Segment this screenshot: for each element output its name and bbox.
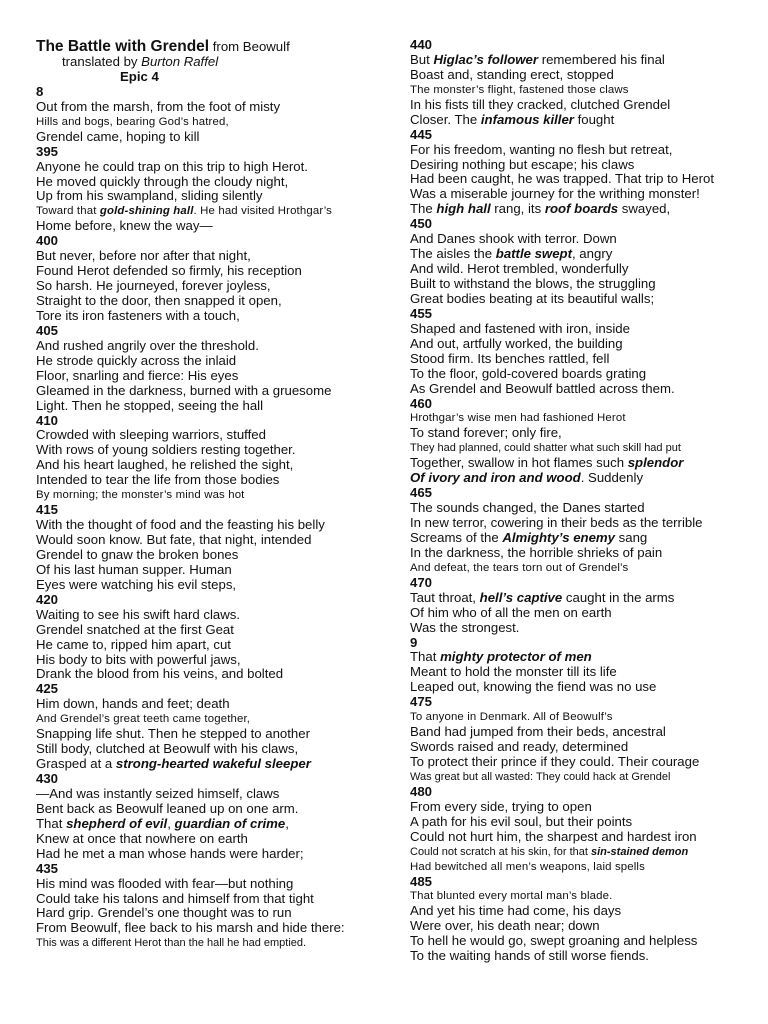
poem-line: Floor, snarling and fierce: His eyes bbox=[36, 367, 239, 383]
line-number: 455 bbox=[410, 305, 433, 321]
epic-label: Epic 4 bbox=[120, 68, 159, 84]
poem-line: Bent back as Beowulf leaned up on one arm. bbox=[36, 800, 299, 816]
line-text: . Suddenly bbox=[580, 470, 644, 486]
poem-line: Snapping life shut. Then he stepped to another bbox=[36, 726, 310, 742]
line-text: But bbox=[410, 51, 434, 67]
poem-line: Could take his talons and himself from that tight bbox=[36, 890, 314, 906]
poem-line bbox=[410, 591, 760, 606]
poem-line: Had bewitched all men’s weapons, laid spells bbox=[410, 860, 645, 873]
poem-line: Gleamed in the darkness, burned with a gruesome bbox=[36, 382, 332, 398]
poem-line bbox=[36, 757, 398, 772]
poem-line: From Beowulf, flee back to his marsh and hide there: bbox=[36, 920, 345, 936]
emphasized-phrase: Higlac’s follower bbox=[433, 51, 539, 67]
poem-line: Was the strongest. bbox=[410, 619, 520, 635]
poem-line: Up from his swampland, sliding silently bbox=[36, 188, 263, 204]
poem-line bbox=[410, 650, 760, 665]
poem-line: Shaped and fastened with iron, inside bbox=[410, 320, 630, 336]
emphasized-phrase: guardian of crime bbox=[174, 815, 286, 831]
poem-line: So harsh. He journeyed, forever joyless, bbox=[36, 278, 271, 294]
left-poem-lines bbox=[36, 85, 398, 951]
poem-line: Crowded with sleeping warriors, stuffed bbox=[36, 427, 266, 443]
line-text: , bbox=[167, 815, 175, 831]
line-text: Grasped at a bbox=[36, 756, 116, 772]
line-text: Toward that bbox=[36, 205, 100, 218]
poem-line: With the thought of food and the feasting his belly bbox=[36, 517, 325, 533]
line-number: 395 bbox=[36, 143, 59, 159]
emphasized-phrase: roof boards bbox=[544, 201, 619, 217]
poem-line bbox=[410, 247, 760, 262]
line-number: 405 bbox=[36, 322, 59, 338]
line-text: Screams of the bbox=[410, 529, 503, 545]
poem-line: That blunted every mortal man’s blade. bbox=[410, 890, 613, 903]
title-line bbox=[36, 38, 398, 55]
line-text: . He had visited Hrothgar’s bbox=[193, 205, 333, 218]
poem-line: He strode quickly across the inlaid bbox=[36, 352, 237, 368]
line-text: remembered his final bbox=[538, 51, 665, 67]
line-text: rang, its bbox=[490, 201, 545, 217]
poem-line bbox=[410, 471, 760, 486]
poem-line: Grendel snatched at the first Geat bbox=[36, 621, 234, 637]
line-number: 460 bbox=[410, 395, 433, 411]
poem-line: To the floor, gold-covered boards grating bbox=[410, 365, 647, 381]
line-text: That bbox=[410, 649, 441, 665]
poem-line: But never, before nor after that night, bbox=[36, 248, 251, 264]
emphasized-phrase: Of ivory and iron and wood bbox=[410, 470, 581, 486]
poem-line: Leaped out, knowing the fiend was no use bbox=[410, 679, 657, 695]
poem-line: To hell he would go, swept groaning and helpless bbox=[410, 933, 698, 949]
poem-line: And Danes shook with terror. Down bbox=[410, 231, 617, 247]
line-text: Together, swallow in hot flames such bbox=[410, 455, 628, 471]
poem-line: The sounds changed, the Danes started bbox=[410, 500, 645, 516]
poem-line: With rows of young soldiers resting together. bbox=[36, 442, 296, 458]
poem-line: In new terror, cowering in their beds as the terrible bbox=[410, 515, 703, 530]
line-number: 480 bbox=[410, 783, 433, 799]
poem-line: His body to bits with powerful jaws, bbox=[36, 651, 241, 667]
poem-line: In the darkness, the horrible shrieks of pain bbox=[410, 544, 663, 560]
poem-line: —And was instantly seized himself, claws bbox=[36, 785, 280, 801]
emphasized-phrase: hell’s captive bbox=[479, 589, 563, 605]
poem-line: Found Herot defended so firmly, his reception bbox=[36, 263, 302, 279]
right-poem-lines bbox=[410, 38, 760, 964]
line-text: sang bbox=[614, 529, 648, 545]
poem-line: Light. Then he stopped, seeing the hall bbox=[36, 397, 264, 413]
emphasized-phrase: sin-stained demon bbox=[590, 845, 689, 858]
line-number: 445 bbox=[410, 126, 433, 142]
title-suffix: from Beowulf bbox=[209, 39, 290, 54]
poem-line: Still body, clutched at Beowulf with his claws, bbox=[36, 741, 299, 757]
emphasized-phrase: Almighty’s enemy bbox=[502, 529, 615, 545]
line-text: The bbox=[410, 201, 437, 217]
poem-line: Could not hurt him, the sharpest and hardest iron bbox=[410, 828, 697, 844]
line-number: 485 bbox=[410, 873, 433, 889]
emphasized-phrase: infamous killer bbox=[480, 111, 574, 127]
poem-line: Of his last human supper. Human bbox=[36, 561, 232, 577]
line-text: swayed, bbox=[618, 201, 671, 217]
line-text: That bbox=[36, 815, 67, 831]
poem-line bbox=[410, 845, 760, 860]
translated-by-label: translated by bbox=[62, 54, 142, 69]
poem-line: Was a miserable journey for the writhing monster! bbox=[410, 186, 700, 202]
poem-line: Hills and bogs, bearing God’s hatred, bbox=[36, 115, 229, 128]
emphasized-phrase: mighty protector of men bbox=[440, 649, 592, 665]
poem-line: Would soon know. But fate, that night, intended bbox=[36, 532, 312, 547]
poem-line: And yet his time had come, his days bbox=[410, 903, 622, 919]
poem-line: Hrothgar’s wise men had fashioned Herot bbox=[410, 412, 626, 425]
line-text: , angry bbox=[571, 246, 613, 262]
poem-line: Built to withstand the blows, the struggling bbox=[410, 276, 656, 291]
poem-line bbox=[410, 531, 760, 546]
poem-line bbox=[36, 204, 398, 219]
poem-line: The monster’s flight, fastened those claws bbox=[410, 83, 629, 96]
poem-line: Of him who of all the men on earth bbox=[410, 604, 612, 620]
poem-line: Great bodies beating at its beautiful walls; bbox=[410, 290, 655, 306]
right-column bbox=[410, 38, 760, 964]
poem-line: And rushed angrily over the threshold. bbox=[36, 337, 259, 353]
line-text: Could not scratch at his skin, for that bbox=[410, 845, 591, 858]
line-number: 410 bbox=[36, 412, 59, 428]
poem-line: This was a different Herot than the hall he had emptied. bbox=[36, 937, 307, 950]
line-number: 435 bbox=[36, 860, 59, 876]
poem-line: And out, artfully worked, the building bbox=[410, 335, 623, 351]
poem-line: Anyone he could trap on this trip to high Herot. bbox=[36, 158, 308, 174]
line-number: 415 bbox=[36, 502, 59, 518]
poem-line: Drank the blood from his veins, and bolted bbox=[36, 666, 284, 682]
line-number: 420 bbox=[36, 591, 59, 607]
poem-line: Straight to the door, then snapped it open, bbox=[36, 293, 282, 308]
line-number: 475 bbox=[410, 694, 433, 710]
poem-line: Were over, his death near; down bbox=[410, 918, 600, 934]
poem-line: To protect their prince if they could. Their courage bbox=[410, 754, 700, 769]
poem-line: He came to, ripped him apart, cut bbox=[36, 636, 231, 652]
poem-line: Desiring nothing but escape; his claws bbox=[410, 156, 635, 172]
line-text: , bbox=[285, 815, 289, 831]
emphasized-phrase: gold-shining hall bbox=[99, 205, 194, 218]
poem-line: His mind was flooded with fear—but nothing bbox=[36, 875, 294, 891]
line-text: fought bbox=[573, 111, 615, 127]
poem-line bbox=[410, 53, 760, 68]
poem-line: For his freedom, wanting no flesh but retreat, bbox=[410, 141, 673, 157]
poem-line: Waiting to see his swift hard claws. bbox=[36, 606, 240, 622]
line-number: 9 bbox=[410, 634, 418, 650]
poem-line: Home before, knew the way— bbox=[36, 218, 213, 234]
line-number: 470 bbox=[410, 574, 433, 590]
line-text: The aisles the bbox=[410, 246, 496, 262]
line-number: 465 bbox=[410, 485, 433, 501]
poem-line: Had he met a man whose hands were harder; bbox=[36, 845, 304, 861]
poem-line: Tore its iron fasteners with a touch, bbox=[36, 307, 240, 323]
poem-line: Hard grip. Grendel’s one thought was to run bbox=[36, 905, 292, 921]
poem-line: Boast and, standing erect, stopped bbox=[410, 66, 614, 82]
poem-line: As Grendel and Beowulf battled across them. bbox=[410, 380, 675, 396]
poem-line: Had been caught, he was trapped. That trip to Herot bbox=[410, 171, 714, 187]
poem-line bbox=[410, 456, 760, 471]
poem-line: By morning; the monster’s mind was hot bbox=[36, 489, 245, 502]
poem-line: And his heart laughed, he relished the sight, bbox=[36, 457, 294, 473]
poem-line: Meant to hold the monster till its life bbox=[410, 664, 617, 680]
page-title: The Battle with Grendel bbox=[36, 38, 210, 55]
poem-line: And Grendel’s great teeth came together, bbox=[36, 713, 251, 726]
poem-line: To stand forever; only fire, bbox=[410, 425, 562, 441]
poem-line: Grendel to gnaw the broken bones bbox=[36, 546, 239, 562]
poem-line: Grendel came, hoping to kill bbox=[36, 128, 200, 144]
poem-line: To anyone in Denmark. All of Beowulf’s bbox=[410, 711, 613, 724]
poem-line: Out from the marsh, from the foot of misty bbox=[36, 98, 281, 114]
poem-line: Band had jumped from their beds, ancestral bbox=[410, 724, 666, 740]
line-number: 425 bbox=[36, 681, 59, 697]
line-text: Taut throat, bbox=[410, 589, 480, 605]
poem-line: They had planned, could shatter what such skill had put bbox=[410, 442, 681, 455]
poem-line: And defeat, the tears torn out of Grendel’s bbox=[410, 561, 629, 574]
poem-line bbox=[410, 202, 760, 217]
poem-line: A path for his evil soul, but their points bbox=[410, 813, 633, 829]
left-column bbox=[36, 38, 398, 951]
emphasized-phrase: splendor bbox=[627, 455, 684, 471]
poem-line: Stood firm. Its benches rattled, fell bbox=[410, 350, 610, 366]
poem-line: Knew at once that nowhere on earth bbox=[36, 830, 248, 846]
poem-line: Eyes were watching his evil steps, bbox=[36, 576, 237, 592]
line-number: 8 bbox=[36, 83, 44, 99]
line-number: 400 bbox=[36, 233, 59, 249]
emphasized-phrase: strong-hearted wakeful sleeper bbox=[115, 756, 311, 772]
poem-line: In his fists till they cracked, clutched Grendel bbox=[410, 96, 671, 112]
poem-line: Him down, hands and feet; death bbox=[36, 696, 230, 712]
line-number: 440 bbox=[410, 37, 433, 52]
poem-line: Was great but all wasted: They could hack at Grendel bbox=[410, 770, 671, 783]
poem-line: Intended to tear the life from those bodies bbox=[36, 472, 280, 488]
line-text: Closer. The bbox=[410, 111, 481, 127]
line-number: 430 bbox=[36, 771, 59, 786]
emphasized-phrase: battle swept bbox=[495, 246, 572, 262]
poem-line: From every side, trying to open bbox=[410, 798, 592, 814]
emphasized-phrase: shepherd of evil bbox=[66, 815, 168, 831]
emphasized-phrase: high hall bbox=[436, 201, 491, 217]
poem-line: To the waiting hands of still worse fiends. bbox=[410, 948, 649, 964]
translator-name: Burton Raffel bbox=[141, 54, 219, 69]
translator-line bbox=[36, 55, 398, 70]
poem-line bbox=[410, 113, 760, 128]
poem-line: And wild. Herot trembled, wonderfully bbox=[410, 261, 629, 277]
poem-line: Swords raised and ready, determined bbox=[410, 739, 629, 755]
line-text: caught in the arms bbox=[562, 589, 675, 605]
poem-line bbox=[36, 817, 398, 832]
poem-line: He moved quickly through the cloudy night, bbox=[36, 173, 289, 189]
line-number: 450 bbox=[410, 216, 433, 232]
